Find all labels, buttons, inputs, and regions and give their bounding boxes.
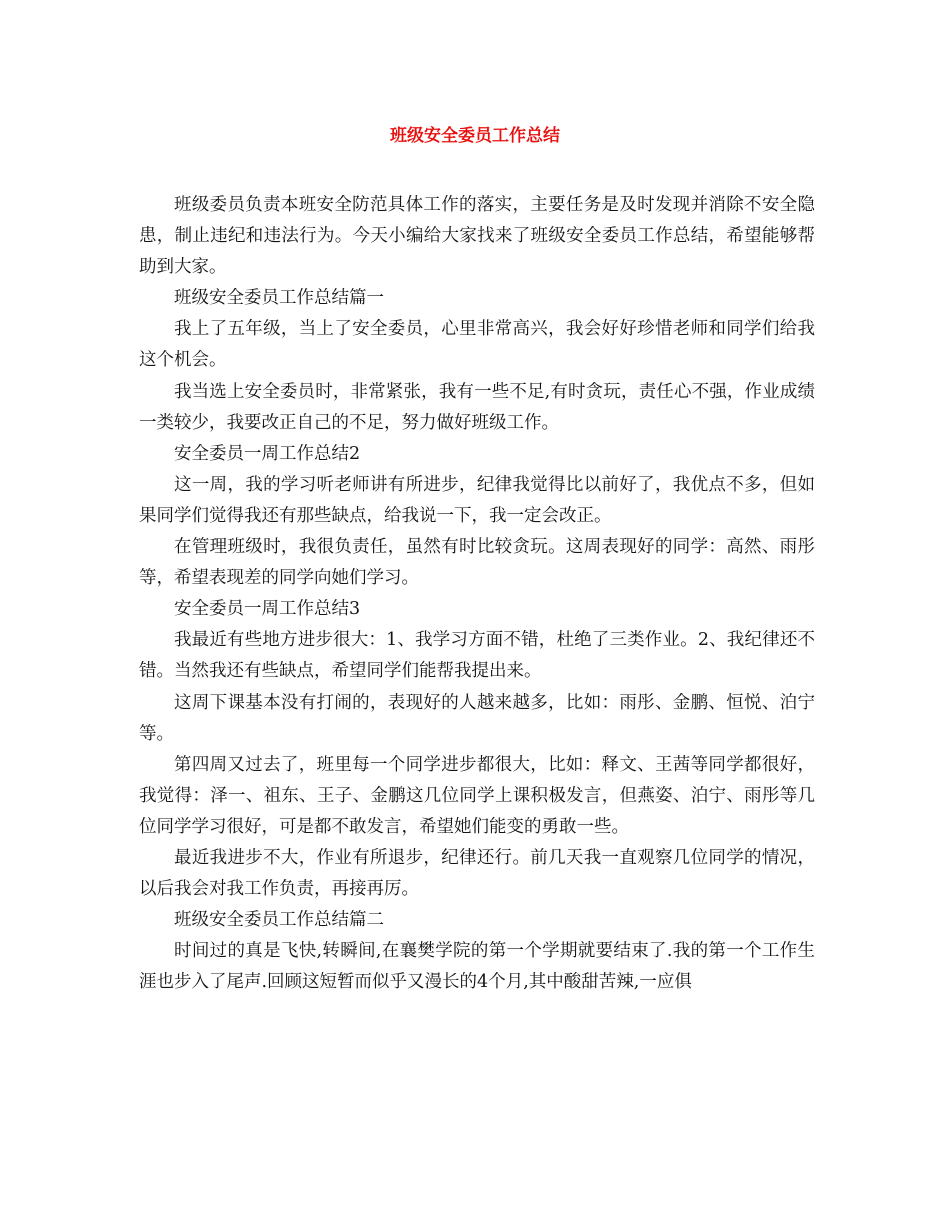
paragraph: 最近我进步不大，作业有所退步，纪律还行。前几天我一直观察几位同学的情况，以后我会对我工作负责，再接再厉。: [139, 847, 815, 900]
paragraph: 在管理班级时，我很负责任，虽然有时比较贪玩。这周表现好的同学：高然、雨彤等，希望表现差的同学向她们学习。: [139, 537, 815, 589]
paragraph: 这一周，我的学习听老师讲有所进步，纪律我觉得比以前好了，我优点不多，但如果同学们觉得我还有那些缺点，给我说一下，我一定会改正。: [139, 474, 815, 526]
paragraph: 我当选上安全委员时，非常紧张，我有一些不足,有时贪玩，责任心不强，作业成绩一类较少，我要改正自己的不足，努力做好班级工作。: [139, 381, 815, 433]
document-body: [139, 190, 815, 998]
paragraph: 第四周又过去了，班里每一个同学进步都很大，比如：释文、王茜等同学都很好，我觉得：泽一、祖东、王子、金鹏这几位同学上课积极发言，但燕姿、泊宁、雨彤等几位同学学习很好，可是都不敢发言，希望她们能变的勇敢一些。: [139, 754, 815, 837]
paragraph: 我最近有些地方进步很大：1、我学习方面不错，杜绝了三类作业。2、我纪律还不错。当然我还有些缺点，希望同学们能帮我提出来。: [139, 630, 815, 682]
paragraph: 我上了五年级，当上了安全委员，心里非常高兴，我会好好珍惜老师和同学们给我这个机会。: [139, 319, 815, 371]
paragraph: 这周下课基本没有打闹的，表现好的人越来越多，比如：雨彤、金鹏、恒悦、泊宁等。: [139, 692, 815, 744]
paragraph-intro: 班级委员负责本班安全防范具体工作的落实，主要任务是及时发现并消除不安全隐患，制止违纪和违法行为。今天小编给大家找来了班级安全委员工作总结，希望能够帮助到大家。: [139, 195, 815, 278]
section-heading-1: 班级安全委员工作总结篇一: [174, 288, 384, 309]
section-heading-4: 班级安全委员工作总结篇二: [174, 910, 384, 931]
section-heading-3: 安全委员一周工作总结3: [174, 599, 361, 620]
document-title: 班级安全委员工作总结: [390, 126, 560, 146]
section-heading-2: 安全委员一周工作总结2: [174, 443, 361, 464]
paragraph: 时间过的真是飞快,转瞬间,在襄樊学院的第一个学期就要结束了.我的第一个工作生涯也步入了尾声.回顾这短暂而似乎又漫长的4个月,其中酸甜苦辣,一应俱: [139, 941, 815, 993]
